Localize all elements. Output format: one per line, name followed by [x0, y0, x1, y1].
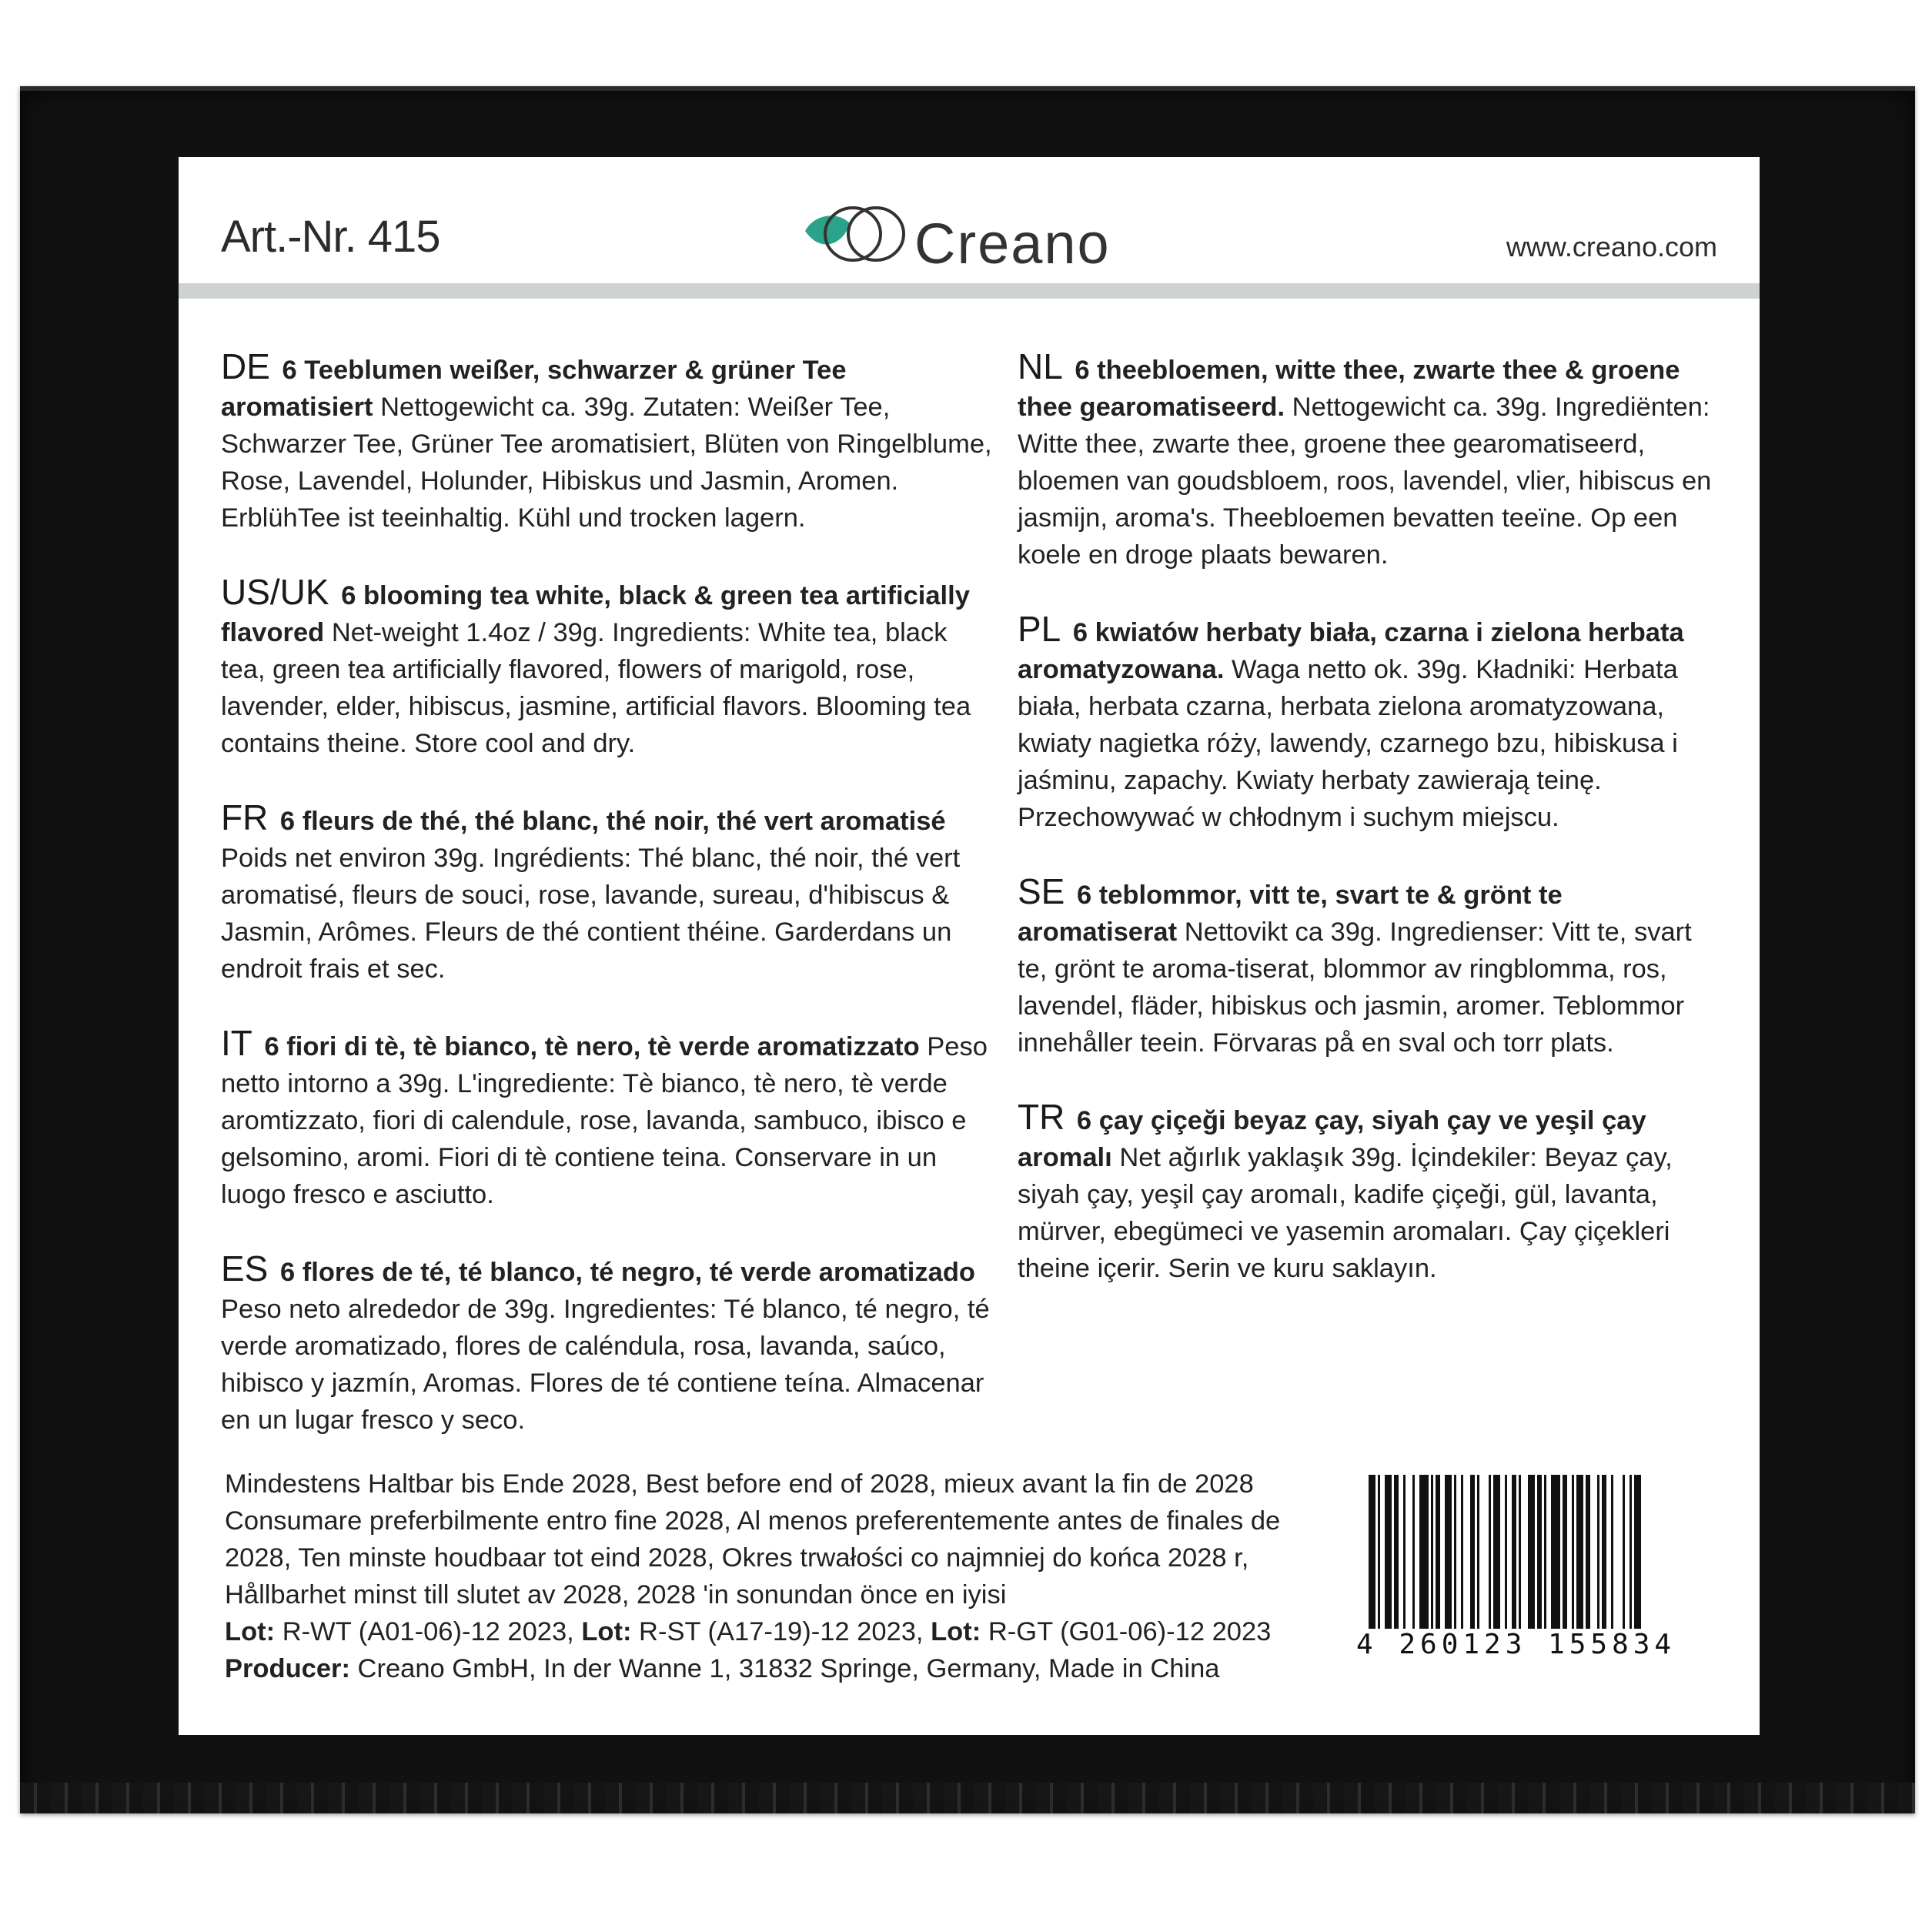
language-section-se: [1018, 873, 1726, 1061]
language-section-fr: [221, 799, 998, 988]
language-section-pl: [1018, 610, 1726, 836]
section-title: 6 Teeblumen weißer, schwarzer & grüner Tee aromatisiert: [221, 356, 847, 422]
language-code: US/UK: [221, 572, 329, 612]
section-body: Nettovikt ca 39g. Ingredienser: Vitt te, svart te, grönt te aroma-tiserat, blommor av ringblomma, ros, lavendel, fläder, hibiskus och jasmin, aromer. Teblommor innehåller teein. Förvaras på en sval och torr plats.: [1018, 918, 1692, 1058]
language-code: ES: [221, 1248, 269, 1289]
section-body: Waga netto ok. 39g. Kładniki: Herbata biała, herbata czarna, herbata zielona aromatyzowana, kwiaty nagietka róży, lawendy, czarnego bzu, hibiskusa i jaśminu, zapachy. Kwiaty herbaty zawierają teinę. Przechowywać w chłodnym i suchym miejscu.: [1018, 655, 1678, 832]
right-column: [1018, 348, 1726, 1324]
section-title: 6 flores de té, té blanco, té negro, té verde aromatizado: [279, 1258, 975, 1287]
box-edge: [20, 1783, 1915, 1813]
article-number: Art.-Nr. 415: [221, 212, 440, 262]
best-before-text: Mindestens Haltbar bis Ende 2028, Best before end of 2028, mieux avant la fin de 2028 Consumare preferbilmente entro fine 2028, Al menos preferentemente antes de finales de 2028, Ten minste houdbaar tot eind 2028, Okres trwałości co najmniej do końca 2028 r, Hållbarhet minst till slutet av 2028, 2028 'in sonundan önce en iyisi: [225, 1469, 1281, 1609]
label-header: [179, 157, 1760, 284]
language-section-es: [221, 1250, 998, 1439]
section-body: Net ağırlık yaklaşık 39g. İçindekiler: Beyaz çay, siyah çay, yeşil çay aromalı, kadife çiçeği, gül, lavanta, mürver, ebegümeci ve yasemin aromaları. Çay çiçekleri theine içerir. Serin ve kuru saklayın.: [1018, 1143, 1673, 1283]
section-title: 6 fleurs de thé, thé blanc, thé noir, thé vert aromatisé: [279, 807, 946, 836]
section-title: 6 theebloemen, witte thee, zwarte thee & groene thee gearomatiseerd.: [1018, 356, 1680, 422]
leaf-rings-icon: [799, 200, 907, 269]
barcode: [1356, 1475, 1710, 1666]
lot-line: [225, 1613, 1287, 1650]
language-code: TR: [1018, 1097, 1065, 1137]
section-body: Peso neto alrededor de 39g. Ingredientes: Té blanco, té negro, té verde aromatizado, flores de caléndula, rosa, lavanda, saúco, hibisco y jazmín, Aromas. Flores de té contiene teína. Almacenar en un lugar fresco y seco.: [221, 1295, 990, 1435]
lot-value: R-WT (A01-06)-12 2023,: [275, 1617, 582, 1646]
language-section-us-uk: [221, 573, 998, 762]
section-body: Nettogewicht ca. 39g. Ingrediënten: Witte thee, zwarte thee, groene thee gearomatiseerd, bloemen van goudsbloem, roos, lavendel, vlier, hibiscus en jasmijn, aroma's. Theebloemen bevatten teeïne. Op een koele en droge plaats bewaren.: [1018, 393, 1712, 570]
language-code: PL: [1018, 609, 1061, 649]
lot-label: Lot:: [225, 1617, 276, 1646]
left-column: [221, 348, 998, 1476]
section-title: 6 fiori di tè, tè bianco, tè nero, tè verde aromatizzato: [264, 1032, 920, 1061]
language-code: DE: [221, 346, 270, 386]
product-label: [179, 157, 1760, 1735]
section-title: 6 teblommor, vitt te, svart te & grönt te aromatiserat: [1018, 881, 1563, 947]
website-url: www.creano.com: [1506, 231, 1717, 262]
section-title: 6 çay çiçeği beyaz çay, siyah çay ve yeşil çay aromalı: [1018, 1106, 1646, 1172]
section-body: Peso netto intorno a 39g. L'ingrediente: Tè bianco, tè nero, tè verde aromtizzato, fiori di calendule, rose, lavanda, sambuco, ibisco e gelsomino, aromi. Fiori di tè contiene teina. Conservare in un luogo fresco e asciutto.: [221, 1032, 988, 1209]
section-body: Nettogewicht ca. 39g. Zutaten: Weißer Tee, Schwarzer Tee, Grüner Tee aromatisiert, Blüten von Ringelblume, Rose, Lavendel, Holunder, Hibiskus und Jasmin, Aromen. ErblühTee ist teeinhaltig. Kühl und trocken lagern.: [221, 393, 992, 533]
label-footer: [225, 1466, 1287, 1687]
section-title: 6 kwiatów herbaty biała, czarna i zielona herbata aromatyzowana.: [1018, 618, 1684, 684]
language-code: FR: [221, 797, 269, 837]
language-section-it: [221, 1024, 998, 1213]
section-body: Net-weight 1.4oz / 39g. Ingredients: White tea, black tea, green tea artificially flavored, flowers of marigold, rose, lavender, elder, hibiscus, jasmine, artificial flavors. Blooming tea contains theine. Store cool and dry.: [221, 618, 971, 758]
header-divider: [179, 283, 1760, 299]
producer-line: [225, 1650, 1287, 1687]
producer-value: Creano GmbH, In der Wanne 1, 31832 Springe, Germany, Made in China: [349, 1654, 1220, 1683]
brand-name: Creano: [914, 212, 1111, 276]
barcode-digits: 4 260123 155834: [1356, 1629, 1676, 1660]
producer-label: Producer:: [225, 1654, 350, 1683]
language-code: SE: [1018, 871, 1065, 911]
barcode-bars: [1369, 1475, 1707, 1629]
language-section-nl: [1018, 348, 1726, 573]
lot-label: Lot:: [581, 1617, 632, 1646]
language-section-tr: [1018, 1098, 1726, 1287]
section-body: Poids net environ 39g. Ingrédients: Thé blanc, thé noir, thé vert aromatisé, fleurs de souci, rose, lavande, sureau, d'hibiscus & Jasmin, Arômes. Fleurs de thé contient théine. Garderdans un endroit frais et sec.: [221, 844, 961, 984]
lot-label: Lot:: [931, 1617, 981, 1646]
language-code: NL: [1018, 346, 1063, 386]
language-code: IT: [221, 1023, 252, 1063]
section-title: 6 blooming tea white, black & green tea artificially flavored: [221, 581, 970, 647]
language-section-de: [221, 348, 998, 536]
lot-value: R-ST (A17-19)-12 2023,: [631, 1617, 931, 1646]
lot-value: R-GT (G01-06)-12 2023: [981, 1617, 1272, 1646]
